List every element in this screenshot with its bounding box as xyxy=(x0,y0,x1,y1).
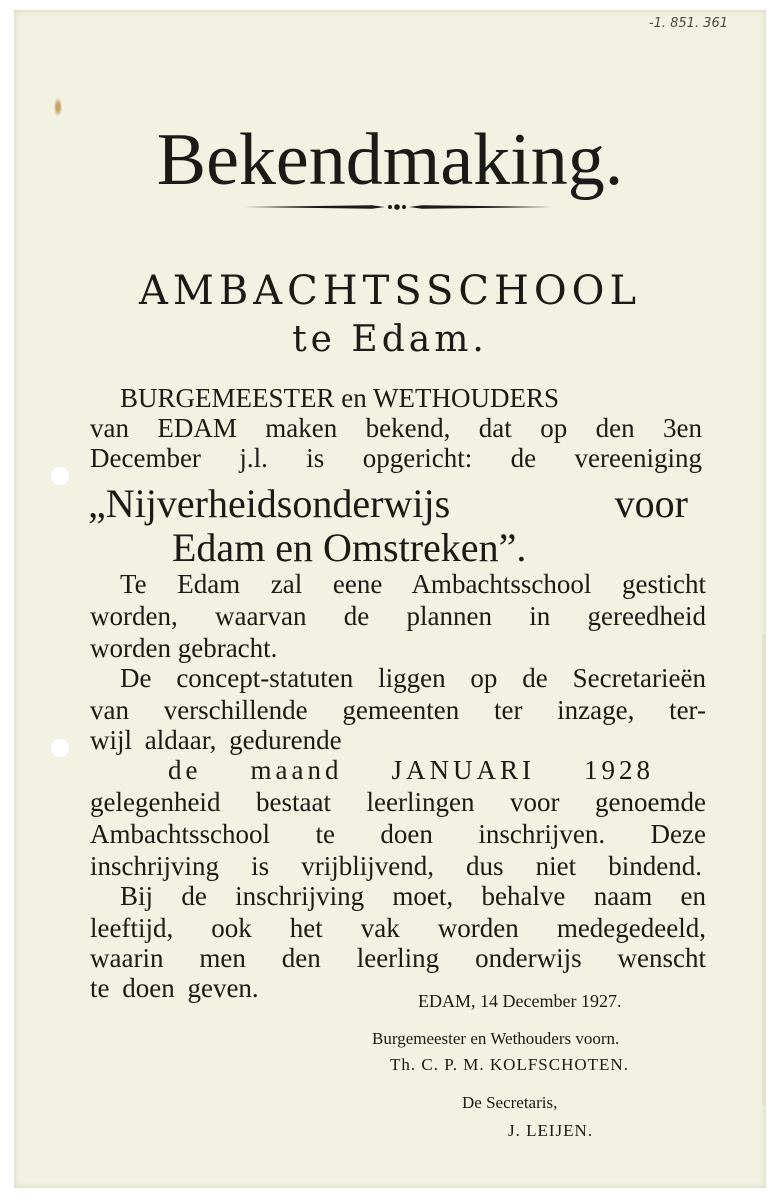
registration-line: leeftijd, ook het vak worden medegedeeld, xyxy=(90,913,706,943)
school-name-heading: AMBACHTSSCHOOL xyxy=(138,268,642,314)
statutes-line: Ambachtsschool te doen inschrijven. Deze xyxy=(90,819,706,849)
statutes-line: De concept-statuten liggen op de Secretarieën xyxy=(120,663,706,693)
poster-title: Bekendmaking. xyxy=(156,119,624,201)
secretary-title: De Secretaris, xyxy=(462,1093,558,1112)
registration-line: waarin men den leerling onderwijs wenscht xyxy=(90,943,706,973)
statutes-line: wijl aldaar, gedurende xyxy=(90,725,342,755)
association-name-line: „Nijverheidsonderwijs voor xyxy=(88,481,688,526)
statutes-line: inschrijving is vrijblijvend, dus niet bindend. xyxy=(90,851,702,881)
ornamental-rule xyxy=(242,200,552,214)
statutes-line: van verschillende gemeenten ter inzage, ter- xyxy=(90,695,706,725)
school-place-heading: te Edam. xyxy=(292,319,488,360)
announcement-line: December j.l. is opgericht: de vereeniging xyxy=(90,443,702,473)
statutes-line: gelegenheid bestaat leerlingen voor genoemde xyxy=(90,787,706,817)
registration-line: te doen geven. xyxy=(90,973,259,1003)
plans-line: worden gebracht. xyxy=(90,633,278,663)
stain-mark xyxy=(54,98,62,116)
signature-secretary: J. LEIJEN. xyxy=(508,1121,594,1140)
announcement-line: van EDAM maken bekend, dat op den 3en xyxy=(90,413,702,443)
place-date: EDAM, 14 December 1927. xyxy=(418,991,622,1011)
signature-mayor: Th. C. P. M. KOLFSCHOTEN. xyxy=(390,1055,629,1074)
punch-hole-bottom xyxy=(50,738,70,758)
signature-authority: Burgemeester en Wethouders voorn. xyxy=(372,1029,620,1048)
plans-line: Te Edam zal eene Ambachtsschool gesticht xyxy=(120,569,706,599)
punch-hole-top xyxy=(50,466,70,486)
registration-line: Bij de inschrijving moet, behalve naam en xyxy=(120,881,706,911)
statutes-month-line: de maand JANUARI 1928 xyxy=(168,755,654,785)
announcement-line: BURGEMEESTER en WETHOUDERS xyxy=(120,383,559,413)
reference-number: -1. 851. 361 xyxy=(648,16,728,31)
plans-line: worden, waarvan de plannen in gereedheid xyxy=(90,601,706,631)
association-name-line: Edam en Omstreken”. xyxy=(172,525,527,570)
poster-sheet xyxy=(14,10,766,1188)
